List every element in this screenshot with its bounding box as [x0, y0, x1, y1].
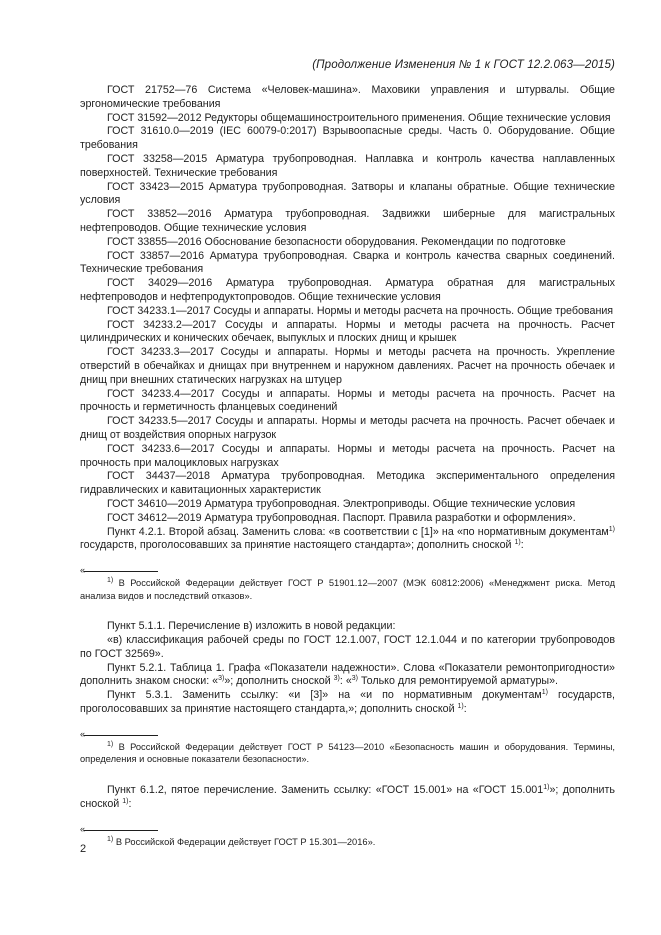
footnote-mark: 1) [107, 740, 114, 748]
reference-item: ГОСТ 34233.6—2017 Сосуды и аппараты. Нормы и методы расчета на прочность. Расчет на прочность при малоцикловых нагрузках [80, 442, 615, 469]
text-run: : [520, 539, 524, 552]
amendment-5-3-1 [80, 689, 615, 717]
reference-item: ГОСТ 34233.2—2017 Сосуды и аппараты. Нормы и методы расчета на прочность. Расчет цилиндрических и конических обечаек, выпуклых и плоских днищ и крышек [80, 318, 615, 345]
footnote-mark: 1) [122, 797, 129, 805]
text-run: В Российской Федерации действует ГОСТ Р 51901.12—2007 (МЭК 60812:2006) «Менеджмент риска. Метод анализа видов и последствий отказов». [80, 578, 615, 601]
text-run: Только для ремонтируемой арматуры». [358, 675, 559, 688]
footnote-mark: 1) [608, 525, 615, 533]
footnote-rule [80, 728, 615, 741]
footnote-text [80, 577, 615, 602]
footnote-mark: 3) [333, 675, 340, 683]
text-run: Пункт 5.3.1. Заменить ссылку: «и [3]» на «и по нормативным документам [107, 689, 542, 702]
text-run: В Российской Федерации действует ГОСТ Р 15.301—2016». [113, 836, 376, 847]
footnote-mark: 3) [351, 675, 358, 683]
reference-item: ГОСТ 34437—2018 Арматура трубопроводная. Методика экспериментального определения гидравлических и кавитационных характеристик [80, 470, 615, 497]
reference-list [80, 84, 615, 526]
footnote-rule [80, 565, 615, 577]
text-run: государств, проголосовавших за принятие настоящего стандарта,»; дополнить сноской [80, 689, 615, 716]
footnote-block-1 [80, 565, 615, 602]
text-run: : [463, 703, 467, 716]
footnote-text [80, 836, 615, 849]
footnote-mark: 1) [107, 577, 114, 585]
opening-quote: « [80, 565, 86, 576]
reference-item: ГОСТ 31592—2012 Редукторы общемашиностроительного применения. Общие технические условия [107, 111, 611, 124]
amendment-5-2-1 [80, 662, 615, 690]
amendment-6-1-2 [80, 784, 615, 812]
text-run: : [128, 797, 132, 810]
reference-item: ГОСТ 34029—2016 Арматура трубопроводная. Арматура обратная для магистральных нефтепроводов и нефтепродуктопроводов. Общие технические условия [80, 277, 615, 303]
text-run: Пункт 5.2.1. Таблица 1. Графа «Показатели надежности». Слова «Показатели ремонтопригодности» дополнить знаком сноски: « [80, 661, 615, 688]
reference-item: ГОСТ 34233.5—2017 Сосуды и аппараты. Нормы и методы расчета на прочность. Расчет обечаек и днищ от воздействия опорных нагрузок [80, 415, 615, 441]
footnote-rule [80, 823, 615, 836]
reference-item: ГОСТ 34610—2019 Арматура трубопроводная. Электроприводы. Общие технические условия [107, 497, 576, 510]
amendment-4-2-1 [80, 526, 615, 554]
footnote-mark: 1) [541, 689, 548, 697]
reference-item: ГОСТ 34612—2019 Арматура трубопроводная. Паспорт. Правила разработки и оформления». [107, 511, 576, 524]
footnote-text [80, 741, 615, 766]
footnote-mark: 1) [107, 835, 114, 843]
reference-item: ГОСТ 34233.3—2017 Сосуды и аппараты. Нормы и методы расчета на прочность. Укрепление отверстий в обечайках и днищах при внутреннем и наружном давлениях. Расчет на прочность обечаек и днищ при внешних статических нагрузках на штуцер [80, 346, 615, 386]
footnote-mark: 1) [543, 784, 550, 792]
reference-item: ГОСТ 33857—2016 Арматура трубопроводная. Сварка и контроль качества сварных соединений. Технические требования [80, 249, 615, 276]
footnote-mark: 1) [514, 539, 521, 547]
text-run: государств, проголосовавших за принятие настоящего стандарта»; дополнить сноской [80, 539, 515, 552]
reference-item: ГОСТ 34233.1—2017 Сосуды и аппараты. Нормы и методы расчета на прочность. Общие требования [107, 304, 614, 317]
footnote-mark: 1) [457, 703, 464, 711]
text-run: »; дополнить сноской [80, 784, 615, 810]
footnote-block-2 [80, 728, 615, 766]
opening-quote: « [80, 728, 86, 739]
document-body [80, 84, 615, 848]
text-run: : « [339, 675, 352, 688]
reference-item: ГОСТ 33258—2015 Арматура трубопроводная. Наплавка и контроль качества наплавленных поверхностей. Технические требования [80, 152, 615, 179]
reference-item: ГОСТ 33852—2016 Арматура трубопроводная. Задвижки шиберные для магистральных нефтепроводов. Общие технические условия [80, 208, 615, 234]
reference-item: ГОСТ 33855—2016 Обоснование безопасности оборудования. Рекомендации по подготовке [107, 235, 566, 248]
opening-quote: « [80, 823, 86, 834]
reference-item: ГОСТ 31610.0—2019 (IEC 60079-0:2017) Взрывоопасные среды. Часть 0. Оборудование. Общие требования [80, 125, 615, 152]
text-run: В Российской Федерации действует ГОСТ Р 54123—2010 «Безопасность машин и оборудования. Термины, определения и основные показатели безопасности». [80, 741, 615, 765]
reference-item: ГОСТ 21752—76 Система «Человек-машина». Маховики управления и штурвалы. Общие эргономические требования [80, 84, 615, 110]
reference-item: ГОСТ 33423—2015 Арматура трубопроводная. Затворы и клапаны обратные. Общие технические условия [80, 180, 615, 207]
amendment-5-1-1-item: «в) классификация рабочей среды по ГОСТ 12.1.007, ГОСТ 12.1.044 и по категории трубопроводов по ГОСТ 32569». [80, 634, 615, 660]
page-number: 2 [80, 843, 87, 855]
running-header: (Продолжение Изменения № 1 к ГОСТ 12.2.063—2015) [312, 58, 615, 71]
footnote-mark: 3) [218, 675, 225, 683]
footnote-block-3 [80, 823, 615, 849]
amendment-5-1-1: Пункт 5.1.1. Перечисление в) изложить в новой редакции: [107, 620, 396, 633]
text-run: Пункт 4.2.1. Второй абзац. Заменить слова: «в соответствии с [1]» на «по нормативным документам [107, 525, 609, 538]
reference-item: ГОСТ 34233.4—2017 Сосуды и аппараты. Нормы и методы расчета на прочность. Расчет на прочность и герметичность фланцевых соединений [80, 387, 615, 414]
text-run: Пункт 6.1.2, пятое перечисление. Заменить ссылку: «ГОСТ 15.001» на «ГОСТ 15.001 [107, 784, 544, 797]
text-run: »; дополнить сноской [224, 675, 334, 688]
